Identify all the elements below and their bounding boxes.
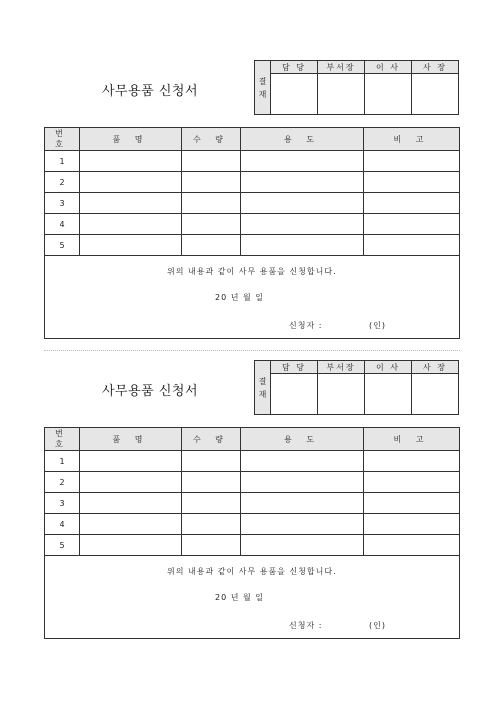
qty-cell[interactable] [182,193,241,214]
table-row [45,172,460,193]
col-header: 비 고 [364,128,460,151]
qty-cell[interactable] [182,493,241,514]
qty-cell[interactable] [182,214,241,235]
form-title: 사무용품 신청서 [101,84,199,99]
items-table [44,127,460,339]
row-number: 1 [45,151,80,172]
approval-role: 사 장 [412,61,459,74]
purpose-cell[interactable] [241,535,364,556]
purpose-cell[interactable] [241,151,364,172]
purpose-cell[interactable] [241,235,364,256]
qty-cell[interactable] [182,451,241,472]
approval-role: 부서장 [318,61,365,74]
qty-cell[interactable] [182,172,241,193]
table-row [45,214,460,235]
table-row [45,193,460,214]
approval-label: 결 재 [255,361,271,415]
row-number: 5 [45,235,80,256]
qty-cell[interactable] [182,535,241,556]
form-2 [0,360,504,660]
remarks-cell[interactable] [364,151,460,172]
remarks-cell[interactable] [364,172,460,193]
col-header: 비 고 [364,428,460,451]
applicant-label: 신청자 : [289,621,323,630]
remarks-cell[interactable] [364,451,460,472]
declaration-text: 위의 내용과 같이 사무 용품을 신청합니다. [167,267,337,276]
table-row [45,151,460,172]
purpose-cell[interactable] [241,172,364,193]
approval-sign-box[interactable] [365,74,412,115]
table-row [45,451,460,472]
table-row [45,514,460,535]
table-row [45,535,460,556]
col-header: 용 도 [241,128,364,151]
remarks-cell[interactable] [364,514,460,535]
approval-label: 결 재 [255,61,271,115]
applicant-label: 신청자 : [289,321,323,330]
approval-role: 담 당 [271,361,318,374]
purpose-cell[interactable] [241,493,364,514]
approval-sign-box[interactable] [271,74,318,115]
approval-sign-box[interactable] [412,374,459,415]
item-cell[interactable] [80,235,182,256]
declaration-text: 위의 내용과 같이 사무 용품을 신청합니다. [167,567,337,576]
purpose-cell[interactable] [241,514,364,535]
date-line: 20 년 월 일 [215,593,264,602]
approval-sign-box[interactable] [271,374,318,415]
table-row [45,493,460,514]
remarks-cell[interactable] [364,472,460,493]
remarks-cell[interactable] [364,535,460,556]
declaration-area [45,556,460,639]
item-cell[interactable] [80,514,182,535]
col-header: 수 량 [182,128,241,151]
row-number: 1 [45,451,80,472]
approval-sign-box[interactable] [318,374,365,415]
declaration-area [45,256,460,339]
item-cell[interactable] [80,151,182,172]
col-header: 수 량 [182,428,241,451]
approval-role: 부서장 [318,361,365,374]
row-number: 4 [45,514,80,535]
row-number: 4 [45,214,80,235]
purpose-cell[interactable] [241,193,364,214]
seal-mark: (인) [369,621,386,630]
item-cell[interactable] [80,193,182,214]
form-divider [44,350,460,351]
row-number: 5 [45,535,80,556]
row-number: 3 [45,193,80,214]
qty-cell[interactable] [182,151,241,172]
approval-role: 이 사 [365,61,412,74]
purpose-cell[interactable] [241,472,364,493]
col-header: 용 도 [241,428,364,451]
qty-cell[interactable] [182,472,241,493]
remarks-cell[interactable] [364,493,460,514]
col-header: 품 명 [80,128,182,151]
col-header: 번 호 [45,428,80,451]
row-number: 3 [45,493,80,514]
remarks-cell[interactable] [364,214,460,235]
col-header: 품 명 [80,428,182,451]
item-cell[interactable] [80,451,182,472]
item-cell[interactable] [80,214,182,235]
purpose-cell[interactable] [241,214,364,235]
item-cell[interactable] [80,172,182,193]
item-cell[interactable] [80,472,182,493]
qty-cell[interactable] [182,514,241,535]
row-number: 2 [45,172,80,193]
table-row [45,235,460,256]
remarks-cell[interactable] [364,193,460,214]
approval-box [254,60,459,115]
approval-role: 사 장 [412,361,459,374]
approval-role: 담 당 [271,61,318,74]
remarks-cell[interactable] [364,235,460,256]
seal-mark: (인) [369,321,386,330]
approval-sign-box[interactable] [412,74,459,115]
col-header: 번 호 [45,128,80,151]
qty-cell[interactable] [182,235,241,256]
approval-sign-box[interactable] [318,74,365,115]
purpose-cell[interactable] [241,451,364,472]
item-cell[interactable] [80,535,182,556]
table-row [45,472,460,493]
form-title: 사무용품 신청서 [101,384,199,399]
approval-role: 이 사 [365,361,412,374]
date-line: 20 년 월 일 [215,293,264,302]
approval-box [254,360,459,415]
form-1 [0,60,504,360]
items-table [44,427,460,639]
row-number: 2 [45,472,80,493]
item-cell[interactable] [80,493,182,514]
approval-sign-box[interactable] [365,374,412,415]
